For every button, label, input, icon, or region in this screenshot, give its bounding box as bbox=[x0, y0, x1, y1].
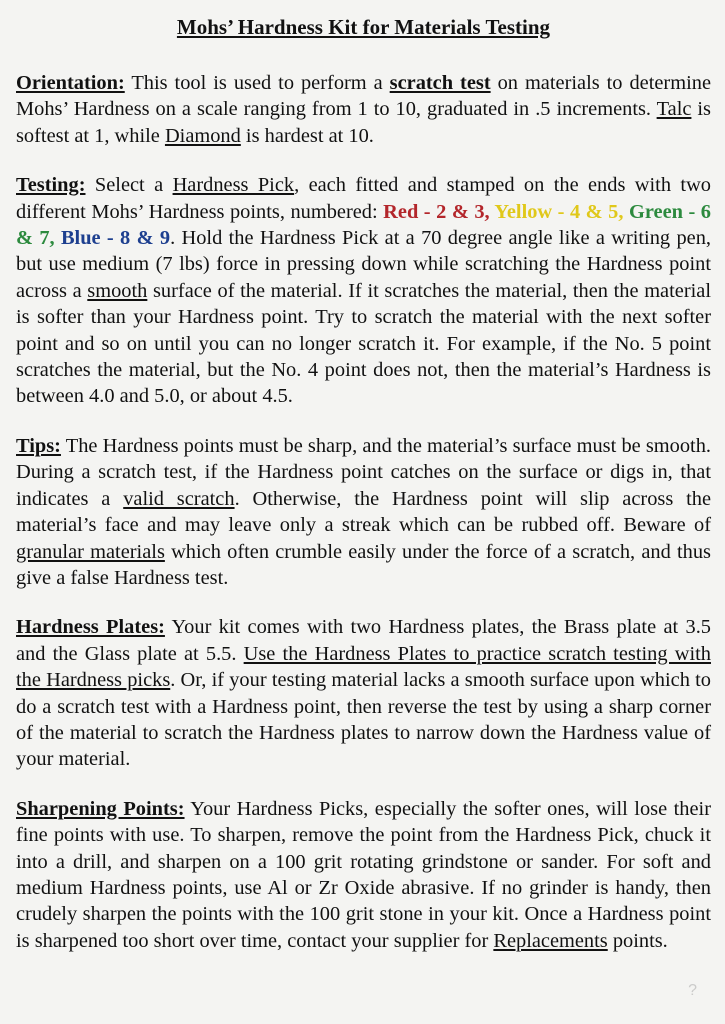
tips-text: . Otherwise, the Hardness point will slip across the material’s face and may leave only a streak which can be rubbed off. Beware of bbox=[16, 487, 712, 537]
tips-text: which often crumble easily under the force of a scratch, and thus give a false Hardness test. bbox=[16, 540, 711, 589]
testing-text: surface of the material. If it scratches the material, then the material is softer than your Hardness point. Try to scratch the material with the next softer point and so on until you can no longer scratch it. For example, if the No. 5 point scratches the material, but the No. 4 point does not, then the material’s Hardness is between 4.0 and 5.0, or about 4.5. bbox=[16, 279, 711, 408]
orientation-text: This tool is used to perform a bbox=[124, 72, 390, 94]
hardness-plates-heading: Hardness Plates: bbox=[16, 616, 165, 639]
sharpening-section bbox=[16, 796, 711, 954]
testing-heading: Testing: bbox=[16, 174, 86, 197]
hardness-plates-section bbox=[16, 614, 711, 772]
talc-term: Talc bbox=[656, 98, 692, 121]
green-pick-label: Green - 6 & 7, bbox=[16, 200, 712, 250]
orientation-section bbox=[16, 70, 711, 149]
orientation-text: on materials to determine Mohs’ Hardness on a scale ranging from 1 to 10, graduated in .5 increments. bbox=[16, 72, 711, 121]
testing-text: , each fitted and stamped on the ends with two different Mohs’ Hardness points, numbered: bbox=[16, 174, 712, 223]
plates-text: Your kit comes with two Hardness plates, the Brass plate at 3.5 and the Glass plate at 5.5. bbox=[16, 616, 711, 665]
red-pick-label: Red - 2 & 3, bbox=[383, 200, 490, 223]
plates-text: . Or, if your testing material lacks a smooth surface upon which to do a scratch test with a Hardness point, then reverse the test by using a sharp corner of the material to scratch the Hardness plates to narrow down the Hardness value of your material. bbox=[16, 669, 711, 771]
diamond-term: Diamond bbox=[164, 124, 241, 147]
tips-text: The Hardness points must be sharp, and the material’s surface must be smooth. During a scratch test, if the Hardness point catches on the surface or digs in, that indicates a bbox=[16, 434, 711, 510]
sharpening-text: points. bbox=[607, 929, 668, 952]
sharpening-heading: Sharpening Points: bbox=[16, 797, 185, 820]
orientation-heading: Orientation: bbox=[16, 72, 125, 94]
testing-text: . Hold the Hardness Pick at a 70 degree angle like a writing pen, but use medium (7 lbs) force in pressing down while scratching the Hardness point across a bbox=[16, 227, 711, 302]
testing-section bbox=[16, 172, 711, 410]
practice-instruction: Use the Hardness Plates to practice scratch testing with the Hardness picks bbox=[16, 642, 711, 692]
page-title: Mohs’ Hardness Kit for Materials Testing bbox=[176, 15, 551, 39]
valid-scratch-term: valid scratch bbox=[123, 487, 235, 510]
scratch-test-term: scratch test bbox=[389, 72, 491, 94]
sharpening-text: Your Hardness Picks, especially the softer ones, will lose their fine points with use. To sharpen, remove the point from the Hardness Pick, chuck it into a drill, and sharpen on a 100 grit rotating grindstone or sander. For soft and medium Hardness points, use Al or Zr Oxide abrasive. If no grinder is handy, then crudely sharpen the points with the 100 grit stone in your kit. Once a Hardness point is sharpened too short over time, contact your supplier for bbox=[16, 797, 711, 952]
replacements-term: Replacements bbox=[493, 929, 608, 952]
blue-pick-label: Blue - 8 & 9 bbox=[54, 227, 171, 250]
watermark: ? bbox=[688, 982, 697, 999]
yellow-pick-label: Yellow - 4 & 5, bbox=[489, 200, 624, 223]
testing-text: Select a bbox=[85, 174, 173, 197]
tips-heading: Tips: bbox=[16, 434, 61, 457]
granular-materials-term: granular materials bbox=[16, 540, 165, 563]
smooth-term: smooth bbox=[87, 279, 148, 302]
hardness-pick-term: Hardness Pick bbox=[172, 174, 295, 197]
orientation-text: is hardest at 10. bbox=[240, 124, 374, 147]
orientation-text: is softest at 1, while bbox=[16, 98, 711, 147]
tips-section bbox=[16, 433, 711, 591]
